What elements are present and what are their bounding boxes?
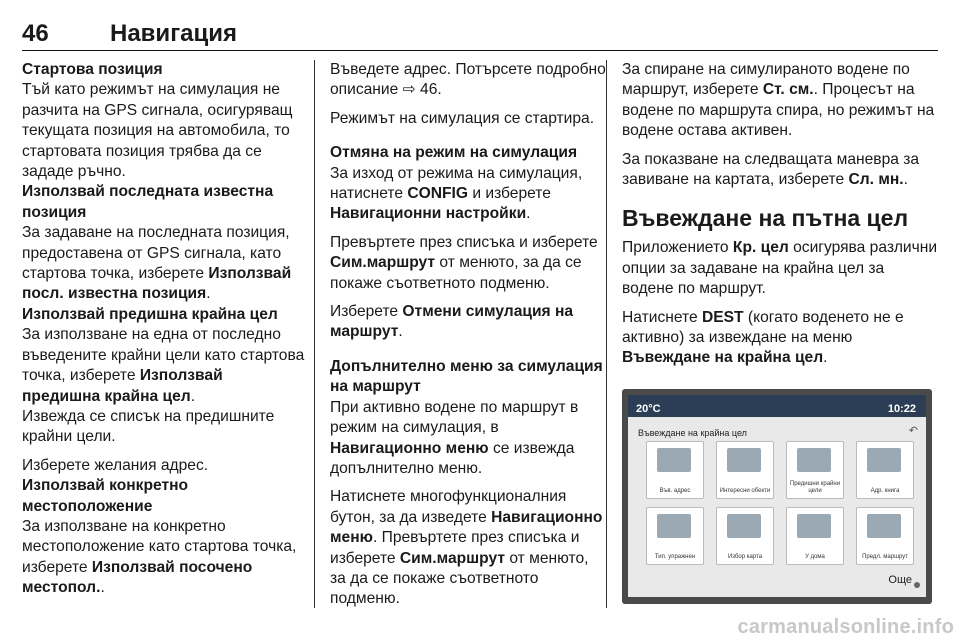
paragraph: За изход от режима на симулация, натиснете CONFIG и изберете Навигационни настройки. [330, 164, 583, 223]
menu-option: Използвай предишна крайна цел [22, 367, 223, 405]
column-right [622, 60, 940, 604]
home-icon [797, 514, 831, 538]
paragraph: Режимът на симулация се стартира. [330, 109, 595, 127]
menu-option: Сл. мн. [848, 171, 904, 189]
column-divider [606, 60, 607, 608]
paragraph: Въведете адрес. Потърсете подробно описание ⇨ 46. [330, 61, 606, 99]
tile-previous: Предишни крайни цели [786, 441, 844, 499]
paragraph: За спиране на симулираното водене по маршрут, изберете Ст. см.. Процесът на водене по маршрута спира, но режимът на водене остава активен. [622, 61, 935, 140]
app-name: Кр. цел [732, 239, 789, 257]
paragraph: Извежда се списък на предишните крайни цели. [22, 407, 275, 446]
tile-address-book: Адр. книга [856, 441, 914, 499]
clock-readout: 10:22 [887, 402, 916, 415]
menu-option: Използвай посл. известна позиция [22, 265, 292, 303]
page-reference-arrow-icon: ⇨ [402, 81, 416, 99]
back-arrow-icon: ↶ [908, 424, 918, 437]
menu-option: Сим.маршрут [330, 254, 436, 272]
tile-home: У дома [786, 507, 844, 565]
chapter-title: Навигация [110, 20, 238, 47]
paragraph: Тъй като режимът на симулация не разчита на GPS сигнала, осигуряващ текущата позиция на автомобила, то стартовата позиция трябва да се зададе ръчно. [22, 81, 293, 181]
paragraph: При активно водене по маршрут в режим на симулация, в Навигационно меню се извежда допълнително меню. [330, 398, 579, 477]
section-title: Въвеждане на пътна цел [622, 205, 909, 232]
menu-option: Използвай посочено местопол. [22, 558, 253, 597]
tile-suggested-route: Предл. маршрут [856, 507, 914, 565]
menu-option: Навигационно меню [330, 439, 489, 457]
section-heading: Използвай предишна крайна цел [22, 305, 278, 323]
infotainment-screen-image [622, 389, 932, 604]
tile-address: Във. адрес [646, 441, 704, 499]
paragraph: Изберете желания адрес. [22, 456, 209, 474]
section-heading: Отмяна на режим на симулация [330, 144, 578, 162]
column-divider [314, 60, 315, 608]
tile-poi: Интересни обекти [716, 441, 774, 499]
poi-map-icon [727, 448, 761, 472]
book-icon [867, 448, 901, 472]
paragraph: Превъртете през списъка и изберете Сим.маршрут от менюто, за да се покаже съответното подменю. [330, 233, 598, 292]
button-name: CONFIG [407, 185, 468, 203]
menu-option: Въвеждане на крайна цел [622, 349, 824, 367]
menu-option: Отмени симулация на маршрут [330, 303, 574, 341]
screen-title: Въвеждане на крайна цел [638, 427, 747, 438]
paragraph: За използване на конкретно местоположение като стартова точка, изберете Използвай посочено местопол.. [22, 517, 297, 597]
section-heading: Използвай последната известна позиция [22, 183, 274, 221]
menu-option: Навигационни настройки [330, 205, 527, 223]
menu-option: Сим.маршрут [399, 549, 505, 567]
compass-icon [657, 514, 691, 538]
menu-option: Навигационно меню [330, 508, 603, 547]
paragraph: За задаване на последната позиция, предоставена от GPS сигнала, като стартова точка, изберете Използвай посл. известна позиция. [22, 224, 292, 303]
screen-status-bar [628, 395, 926, 417]
paragraph: Натиснете многофункционалния бутон, за да изведете Навигационно меню. Превъртете през списъка и изберете Сим.маршрут от менюто, за да се покаже съответното подменю. [330, 488, 603, 608]
screen-body [628, 417, 926, 597]
flag-map-icon [797, 448, 831, 472]
tile-tour: Тип. упражнен [646, 507, 704, 565]
column-middle [330, 60, 606, 618]
watermark: carmanualsonline.info [737, 616, 954, 638]
section-heading: Използвай конкретно местоположение [22, 477, 189, 515]
route-icon [867, 514, 901, 538]
map-select-icon [727, 514, 761, 538]
paragraph: Натиснете DEST (когато воденето не е активно) за извеждане на меню Въвеждане на крайна цел. [622, 308, 904, 367]
section-heading: Стартова позиция [22, 61, 163, 78]
temperature-readout: 20°C [636, 402, 661, 415]
more-label: Още [888, 574, 912, 587]
page-header [22, 20, 938, 51]
paragraph: Приложението Кр. цел осигурява различни опции за задаване на крайна цел за водене по маршрут. [622, 239, 938, 298]
tile-map-select: Избор карта [716, 507, 774, 565]
page-number: 46 [22, 20, 49, 47]
paragraph: За показване на следващата маневра за завиване на картата, изберете Сл. мн.. [622, 150, 920, 189]
menu-option: Ст. см. [762, 81, 814, 99]
paragraph: Изберете Отмени симулация на маршрут. [330, 303, 574, 341]
section-heading: Допълнително меню за симулация на маршрут [330, 357, 603, 396]
button-name: DEST [701, 308, 744, 326]
paragraph: За използване на една от последно въведените крайни цели като стартова точка, изберете Използвай предишна крайна цел. [22, 326, 305, 405]
map-icon [657, 448, 691, 472]
more-dot-icon [914, 582, 920, 588]
column-left [22, 60, 305, 599]
